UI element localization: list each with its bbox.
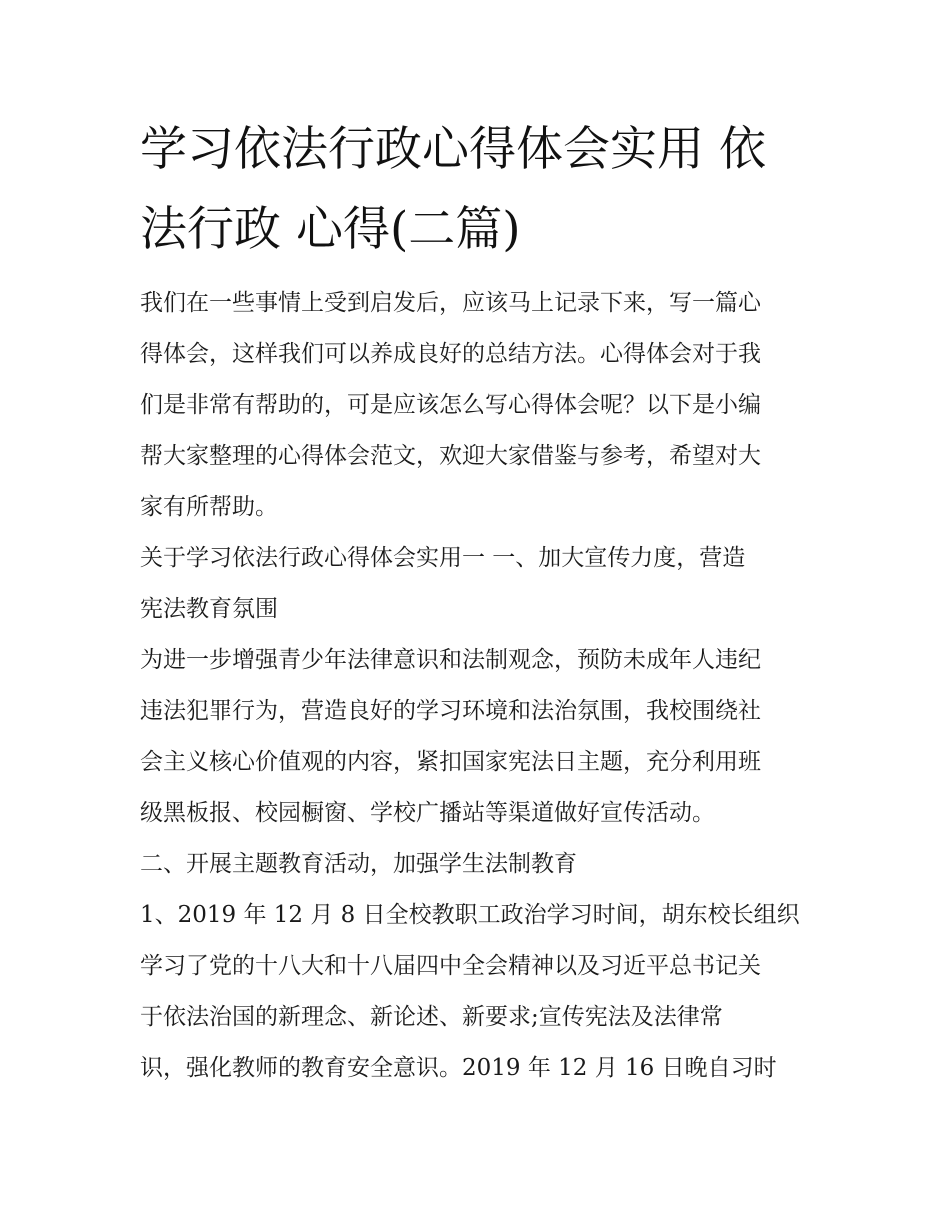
paragraph-line: 家有所帮助。 bbox=[140, 494, 278, 520]
paragraph-line: 级黑板报、校园橱窗、学校广播站等渠道做好宣传活动。 bbox=[140, 800, 715, 826]
document-title bbox=[140, 110, 820, 270]
title-line: 学习依法行政心得体会实用 依 bbox=[140, 122, 766, 177]
paragraph-line: 违法犯罪行为，营造良好的学习环境和法治氛围，我校围绕社 bbox=[140, 698, 761, 724]
paragraph-line: 我们在一些事情上受到启发后，应该马上记录下来，写一篇心 bbox=[140, 290, 761, 316]
section-heading-line: 二、开展主题教育活动，加强学生法制教育 bbox=[140, 851, 577, 877]
paragraph-line: 们是非常有帮助的，可是应该怎么写心得体会呢？以下是小编 bbox=[140, 392, 761, 418]
paragraph-line: 得体会，这样我们可以养成良好的总结方法。心得体会对于我 bbox=[140, 341, 761, 367]
paragraph-line: 会主义核心价值观的内容，紧扣国家宪法日主题，充分利用班 bbox=[140, 749, 761, 775]
paragraph-line: 1、2019 年 12 月 8 日全校教职工政治学习时间，胡东校长组织 bbox=[140, 902, 800, 928]
paragraph-line: 为进一步增强青少年法律意识和法制观念，预防未成年人违纪 bbox=[140, 647, 761, 673]
paragraph-line: 于依法治国的新理念、新论述、新要求;宣传宪法及法律常 bbox=[140, 1004, 723, 1030]
section-heading-line: 关于学习依法行政心得体会实用一 一、加大宣传力度，营造 bbox=[140, 545, 746, 571]
paragraph-line: 学习了党的十八大和十八届四中全会精神以及习近平总书记关 bbox=[140, 953, 761, 979]
section-heading-line: 宪法教育氛围 bbox=[140, 596, 278, 622]
paragraph-line: 识，强化教师的教育安全意识。2019 年 12 月 16 日晚自习时 bbox=[140, 1055, 777, 1081]
paragraph-line: 帮大家整理的心得体会范文，欢迎大家借鉴与参考，希望对大 bbox=[140, 443, 761, 469]
title-line: 法行政 心得(二篇) bbox=[140, 202, 521, 257]
